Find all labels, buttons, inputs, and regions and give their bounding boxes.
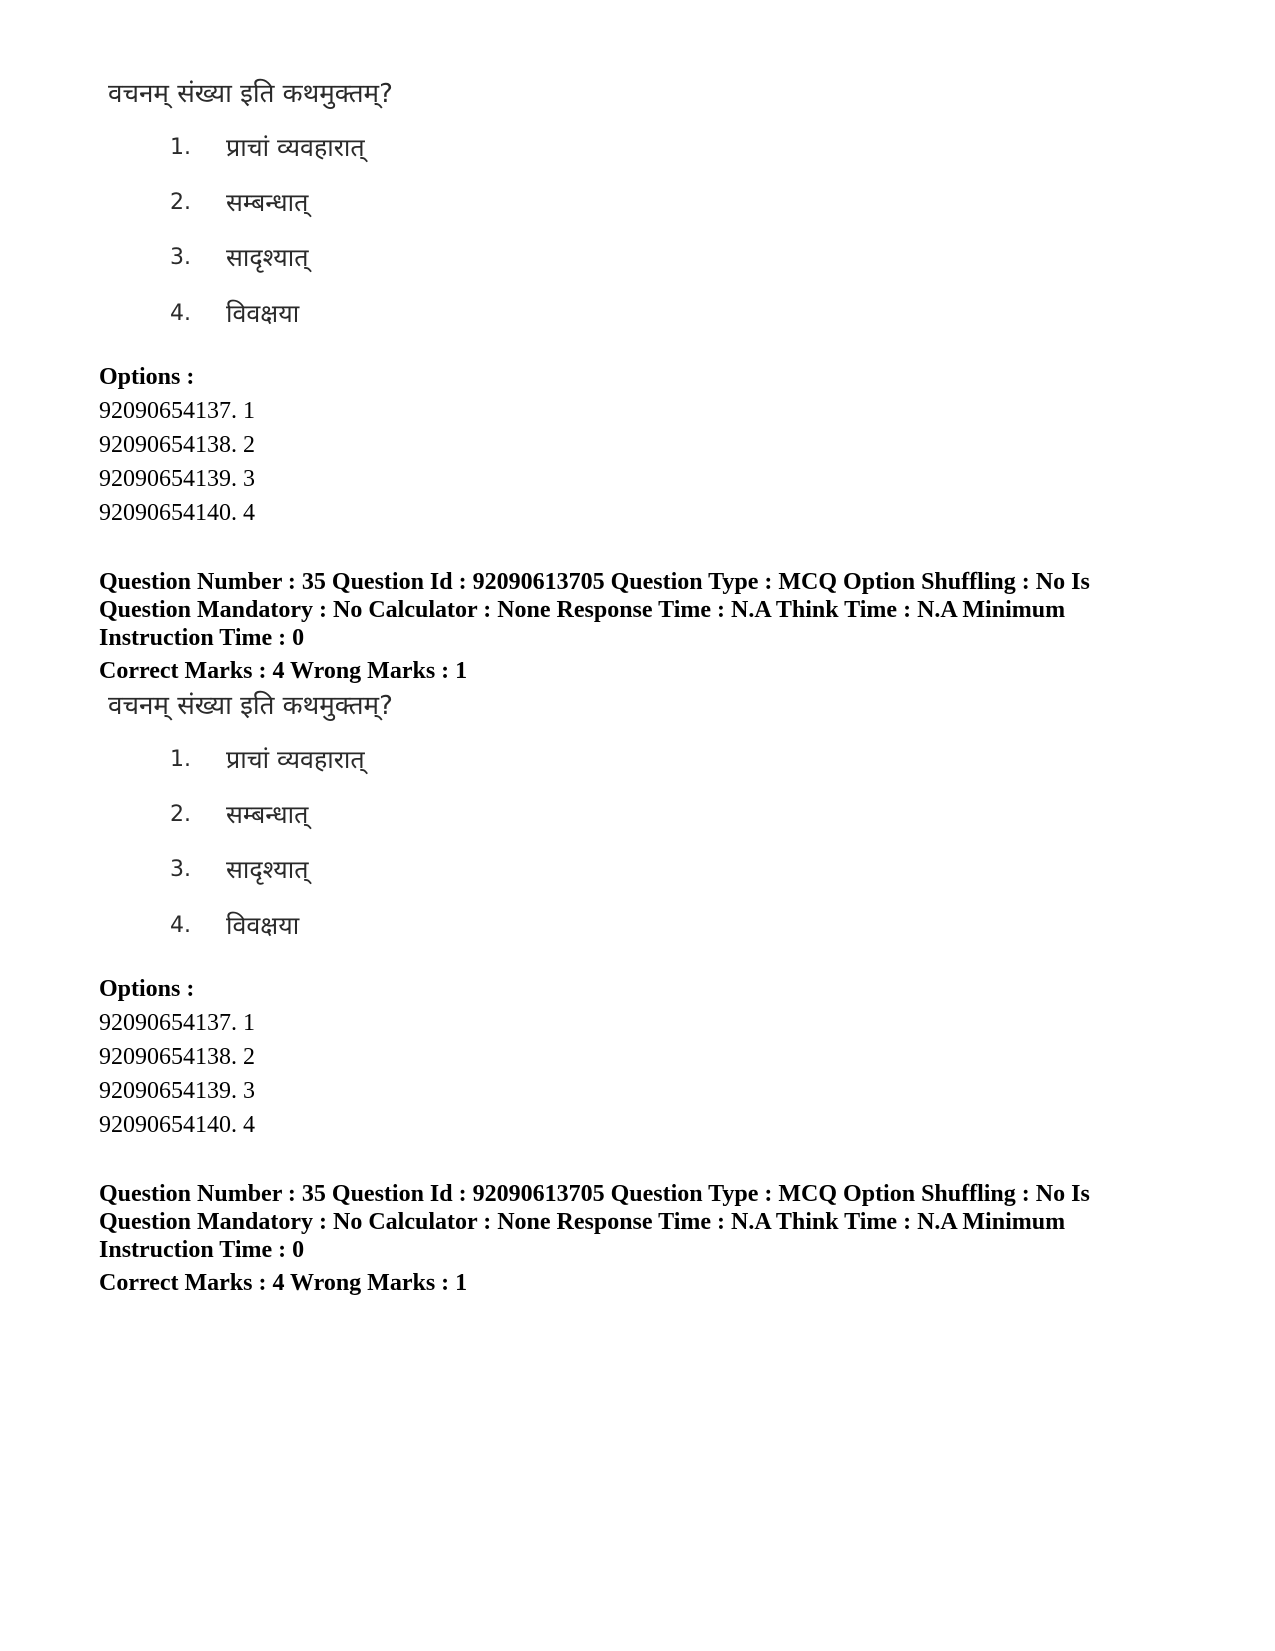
options-section: [99, 360, 1189, 530]
choice-number: 2.: [170, 801, 191, 827]
question-choice: [170, 797, 308, 831]
question-choice: [170, 296, 299, 330]
question-meta-line: Question Number : 35 Question Id : 92090613705 Question Type : MCQ Option Shuffling : No Is: [99, 1181, 1090, 1207]
question-choice: [170, 130, 365, 164]
choice-text: प्राचां व्यवहारात्: [226, 133, 365, 162]
option-id-line: 92090654138. 2: [99, 432, 255, 458]
question-image: [108, 686, 628, 956]
choice-text: प्राचां व्यवहारात्: [226, 745, 365, 774]
question-text: वचनम् संख्या इति कथमुक्तम्?: [108, 79, 393, 109]
question-choice: [170, 185, 308, 219]
choice-text: सादृश्यात्: [226, 855, 309, 884]
question-choice: [170, 852, 309, 886]
choice-number: 3.: [170, 244, 191, 270]
choice-text: विवक्षया: [226, 911, 300, 940]
choice-number: 1.: [170, 134, 191, 160]
choice-number: 1.: [170, 746, 191, 772]
choice-number: 4.: [170, 912, 191, 938]
marks-line: Correct Marks : 4 Wrong Marks : 1: [99, 658, 468, 684]
question-image: [108, 74, 628, 344]
option-id-line: 92090654139. 3: [99, 466, 255, 492]
question-meta: [99, 568, 1189, 686]
option-id-line: 92090654138. 2: [99, 1044, 255, 1070]
question-meta-line: Question Number : 35 Question Id : 92090613705 Question Type : MCQ Option Shuffling : No Is: [99, 569, 1090, 595]
options-section: [99, 972, 1189, 1142]
options-label: Options :: [99, 976, 195, 1002]
question-text: वचनम् संख्या इति कथमुक्तम्?: [108, 691, 393, 721]
question-choice: [170, 742, 365, 776]
option-id-line: 92090654137. 1: [99, 398, 255, 424]
question-choice: [170, 908, 299, 942]
option-id-line: 92090654140. 4: [99, 1112, 255, 1138]
option-id-line: 92090654137. 1: [99, 1010, 255, 1036]
question-choice: [170, 240, 309, 274]
choice-number: 3.: [170, 856, 191, 882]
question-meta-line: Instruction Time : 0: [99, 1237, 305, 1263]
question-meta-line: Question Mandatory : No Calculator : None Response Time : N.A Think Time : N.A Minimum: [99, 1209, 1066, 1235]
option-id-line: 92090654139. 3: [99, 1078, 255, 1104]
options-label: Options :: [99, 364, 195, 390]
question-meta-line: Instruction Time : 0: [99, 625, 305, 651]
choice-number: 4.: [170, 300, 191, 326]
choice-text: सादृश्यात्: [226, 243, 309, 272]
choice-number: 2.: [170, 189, 191, 215]
marks-line: Correct Marks : 4 Wrong Marks : 1: [99, 1270, 468, 1296]
choice-text: विवक्षया: [226, 299, 300, 328]
choice-text: सम्बन्धात्: [226, 188, 309, 217]
question-meta-line: Question Mandatory : No Calculator : None Response Time : N.A Think Time : N.A Minimum: [99, 597, 1066, 623]
option-id-line: 92090654140. 4: [99, 500, 255, 526]
choice-text: सम्बन्धात्: [226, 800, 309, 829]
question-meta: [99, 1180, 1189, 1298]
